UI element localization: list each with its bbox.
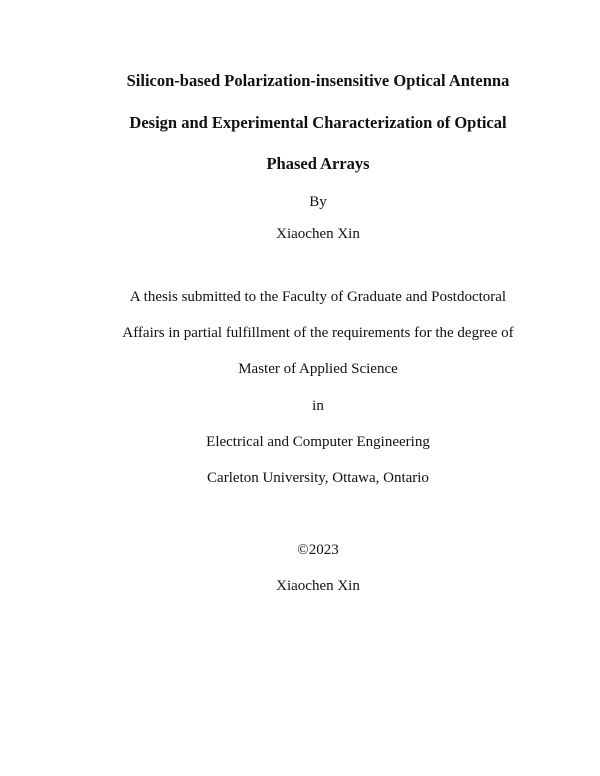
author-name: Xiaochen Xin: [276, 226, 360, 242]
by-label: By: [309, 194, 327, 210]
copyright-holder: Xiaochen Xin: [276, 578, 360, 594]
title-line-2: Design and Experimental Characterization of Optical: [129, 113, 507, 132]
institution: Carleton University, Ottawa, Ontario: [207, 470, 429, 486]
degree-name: Master of Applied Science: [238, 361, 398, 377]
title-line-3: Phased Arrays: [266, 154, 370, 173]
in-label: in: [312, 398, 324, 414]
submission-statement-line-2: Affairs in partial fulfillment of the requirements for the degree of: [122, 325, 514, 341]
submission-statement-line-1: A thesis submitted to the Faculty of Graduate and Postdoctoral: [129, 289, 507, 305]
title-line-1: Silicon-based Polarization-insensitive Optical Antenna: [126, 71, 510, 90]
copyright-year: ©2023: [297, 542, 339, 558]
field-of-study: Electrical and Computer Engineering: [206, 434, 430, 450]
